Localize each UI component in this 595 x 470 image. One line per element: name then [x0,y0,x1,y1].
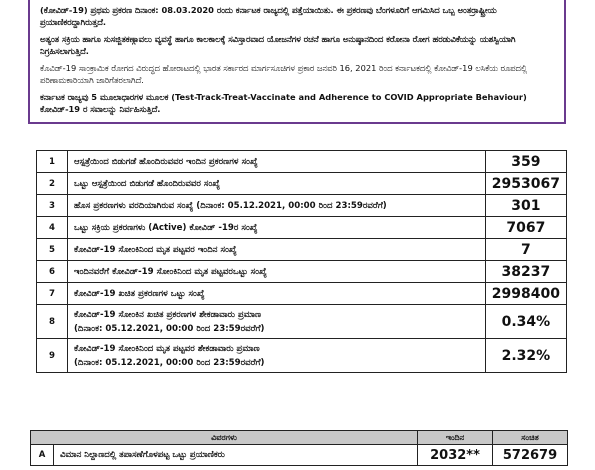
row-label: ಕೋವಿಡ್-19 ಸೋಂಕಿನಿಂದ ಮೃತ ಪಟ್ಟವರ ಶೇಕಡಾವಾರು ಪ್ರಮಾಣ [74,343,260,354]
row-number: 1 [37,151,68,173]
row-value: 2.32% [485,339,566,373]
row-sublabel: (ದಿನಾಂಕ: 05.12.2021, 00:00 ರಿಂದ 23:59ರವರೆಗೆ) [74,357,265,368]
table-row [37,217,567,239]
table-row [37,305,567,339]
row-value: 7 [485,239,566,261]
row-number: 5 [37,239,68,261]
row-label: ಒಟ್ಟು ಆಸ್ಪತ್ರೆಯಿಂದ ಬಿಡುಗಡೆ ಹೊಂದಿರುವವರ ಸಂಖ್ಯೆ [68,173,486,195]
row-value: 2953067 [485,173,566,195]
header-cumulative: ಸಂಚಿತ [493,431,568,445]
table-row [37,339,567,373]
table-row [37,283,567,305]
covid-stats-table [36,150,567,373]
row-cumulative: 572679 [493,445,568,466]
row-number: 9 [37,339,68,373]
row-label-cell [68,305,486,339]
row-today: 2032** [418,445,493,466]
header-details: ವಿವರಗಳು [31,431,418,445]
table-row [37,239,567,261]
row-number: 8 [37,305,68,339]
row-label: ಕೋವಿಡ್-19 ಸೋಂಕಿನಿಂದ ಮೃತ ಪಟ್ಟವರ ಇಂದಿನ ಸಂಖ್ಯೆ [68,239,486,261]
row-number: 6 [37,261,68,283]
intro-paragraph: ಕರ್ನಾಟಕ ರಾಜ್ಯವು 5 ಮೂಲಾಧಾರಗಳ ಮೂಲಕ (Test-Track-Treat-Vaccinate and Adherence to COVID Appropriate Behaviour) ಕೋವಿಡ್-19 ರ ಸವಾಲನ್ನು ನಿರ್ವಹಿಸುತ್ತಿದೆ. [40,92,527,114]
row-label: ಆಸ್ಪತ್ರೆಯಿಂದ ಬಿಡುಗಡೆ ಹೊಂದಿರುವವರ ಇಂದಿನ ಪ್ರಕರಣಗಳ ಸಂಖ್ಯೆ [68,151,486,173]
row-value: 301 [485,195,566,217]
row-value: 0.34% [485,305,566,339]
table-row [37,151,567,173]
screening-table [30,430,568,466]
row-label-cell [68,339,486,373]
row-number: 2 [37,173,68,195]
row-label: ಕೋವಿಡ್-19 ಖಚಿತ ಪ್ರಕರಣಗಳ ಒಟ್ಟು ಸಂಖ್ಯೆ [68,283,486,305]
row-number: 3 [37,195,68,217]
row-value: 38237 [485,261,566,283]
row-label: ವಿಮಾನ ನಿಲ್ದಾಣದಲ್ಲಿ ತಪಾಸಣೆಗೊಳಪಟ್ಟ ಒಟ್ಟು ಪ್ರಯಾಣಿಕರು [54,445,418,466]
row-label: ಇಂದಿನವರೆಗೆ ಕೋವಿಡ್-19 ಸೋಂಕಿನಿಂದ ಮೃತ ಪಟ್ಟವರಒಟ್ಟು ಸಂಖ್ಯೆ [68,261,486,283]
row-number: 7 [37,283,68,305]
row-label: ಒಟ್ಟು ಸಕ್ರಿಯ ಪ್ರಕರಣಗಳು (Active) ಕೋವಿಡ್ -19ರ ಸಂಖ್ಯೆ [68,217,486,239]
header-today: ಇಂದಿನ [418,431,493,445]
row-id: A [31,445,54,466]
table-row [31,445,568,466]
table-row [37,261,567,283]
intro-paragraph: (ಕೋವಿಡ್-19) ಪ್ರಥಮ ಪ್ರಕರಣ ದಿನಾಂಕ: 08.03.2020 ರಂದು ಕರ್ನಾಟಕ ರಾಜ್ಯದಲ್ಲಿ ಪತ್ತೆಯಾಯಿತು. ಈ ಪ್ರಕರಣವು ಬೆಂಗಳೂರಿಗೆ ಆಗಮಿಸಿದ ಒಬ್ಬ ಅಂತರ್ರಾಷ್ಟ್ರೀಯ ಪ್ರಯಾಣಿಕರದ್ದಾಗಿರುತ್ತದೆ. [40,5,497,27]
row-number: 4 [37,217,68,239]
table-row [37,195,567,217]
table-header-row [31,431,568,445]
row-label: ಹೊಸ ಪ್ರಕರಣಗಳು ವರದಿಯಾಗಿರುವ ಸಂಖ್ಯೆ (ದಿನಾಂಕ: 05.12.2021, 00:00 ರಿಂದ 23:59ರವರೆಗೆ) [68,195,486,217]
intro-paragraph: ಅತ್ಯಂತ ಸಕ್ರಿಯ ಹಾಗೂ ಸುಸಜ್ಜಿತಕಣ್ಗಾವಲು ವ್ಯವಸ್ಥೆ ಹಾಗೂ ಕಾಲಕಾಲಕ್ಕೆ ಸವಿಸ್ತಾರವಾದ ಯೋಜನೆಗಳ ರಚನೆ ಹಾಗೂ ಅನುಷ್ಠಾನದಿಂದ ಕರೋನಾ ರೋಗ ಹರಡುವಿಕೆಯನ್ನು ಯಶಸ್ವಿಯಾಗಿ ನಿಗ್ರಹಿಸಲಾಗುತ್ತಿದೆ. [40,34,516,56]
intro-paragraph: ಕೊವಿಡ್-19 ಸಾಂಕ್ರಾಮಿಕ ರೋಗದ ವಿರುದ್ಧದ ಹೋರಾಟದಲ್ಲಿ ಭಾರತ ಸರ್ಕಾರದ ಮಾರ್ಗಸೂಚಿಗಳ ಪ್ರಕಾರ ಜನವರಿ 16, 2021 ರಿಂದ ಕರ್ನಾಟಕದಲ್ಲಿ ಕೋವಿಡ್-19 ಲಸಿಕೆಯ ರೂಪದಲ್ಲಿ ಪರಿಣಾಮಕಾರಿಯಾಗಿ ಜಾರಿಗೆತರಲಾಗಿದೆ. [40,63,528,85]
row-sublabel: (ದಿನಾಂಕ: 05.12.2021, 00:00 ರಿಂದ 23:59ರವರೆಗೆ) [74,323,265,334]
intro-box [28,0,566,124]
row-value: 2998400 [485,283,566,305]
row-label: ಕೋವಿಡ್-19 ಸೋಂಕಿನ ಖಚಿತ ಪ್ರಕರಣಗಳ ಶೇಕಡಾವಾರು ಪ್ರಮಾಣ [74,309,262,320]
row-value: 7067 [485,217,566,239]
row-value: 359 [485,151,566,173]
table-row [37,173,567,195]
